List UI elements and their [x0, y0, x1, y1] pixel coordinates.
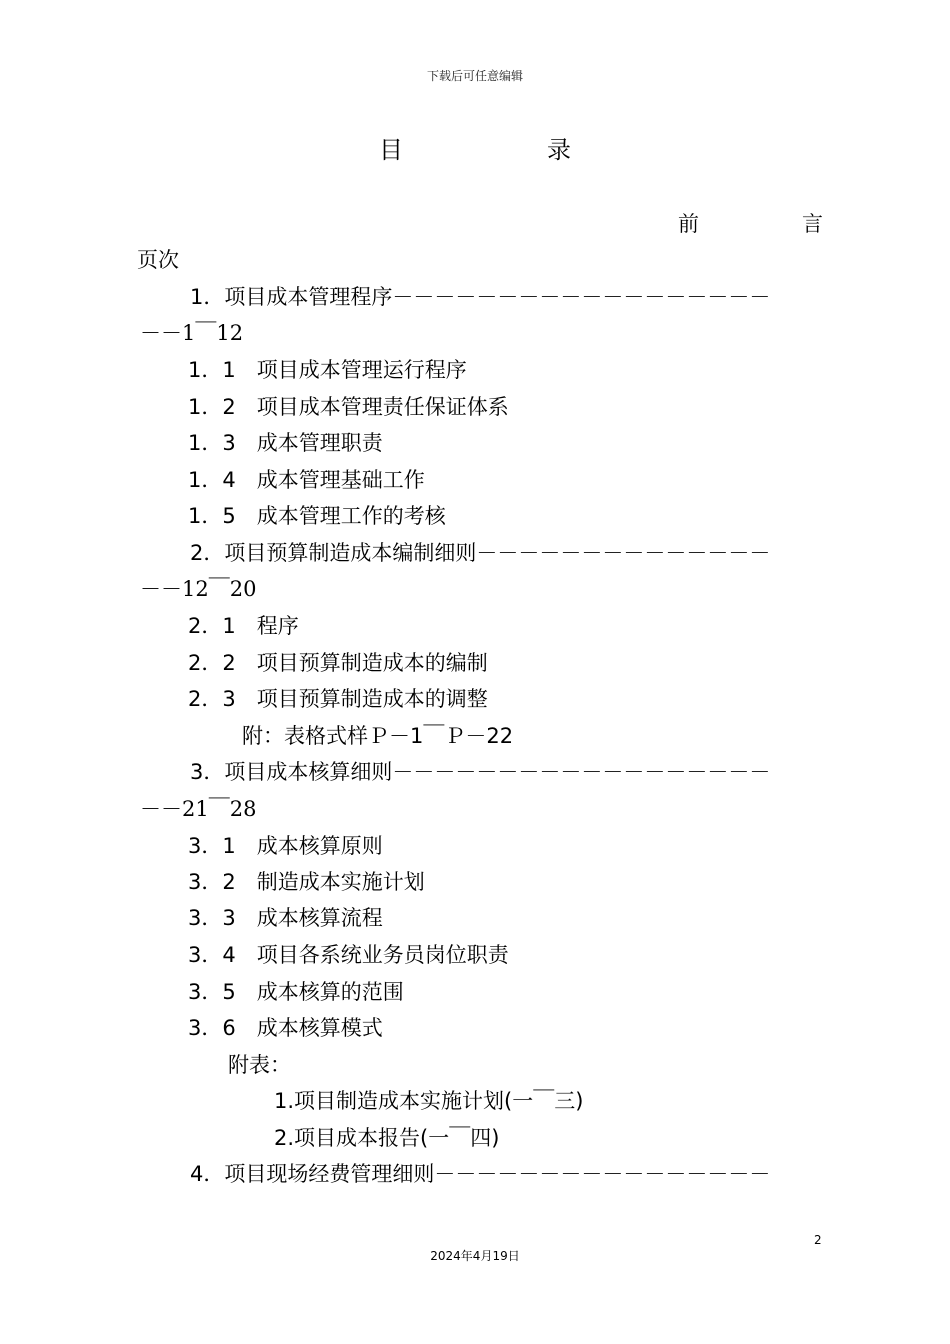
page-number: 2 [814, 1233, 822, 1247]
toc-section-2[interactable]: 2．项目预算制造成本编制细则－－－－－－－－－－－－－－ [190, 541, 771, 565]
preface-left-char: 前 [678, 212, 699, 236]
toc-item-2-2[interactable]: 2．2 项目预算制造成本的编制 [188, 651, 488, 675]
toc-section-3[interactable]: 3．项目成本核算细则－－－－－－－－－－－－－－－－－－ [190, 760, 771, 784]
toc-item-3-1[interactable]: 3．1 成本核算原则 [188, 834, 383, 858]
page-column-label: 页次 [137, 248, 179, 272]
toc-item-2-1[interactable]: 2．1 程序 [188, 614, 299, 638]
toc-item-3-5[interactable]: 3．5 成本核算的范围 [188, 980, 404, 1004]
toc-appendix-forms[interactable]: 附：表格式样Ｐ－1￣Ｐ－22 [242, 724, 514, 748]
toc-section-4[interactable]: 4．项目现场经费管理细则－－－－－－－－－－－－－－－－ [190, 1162, 771, 1186]
toc-item-1-3[interactable]: 1．3 成本管理职责 [188, 431, 383, 455]
page-header: 下载后可任意编辑 [426, 69, 523, 83]
toc-item-3-3[interactable]: 3．3 成本核算流程 [188, 906, 383, 930]
toc-item-3-2[interactable]: 3．2 制造成本实施计划 [188, 870, 425, 894]
toc-item-1-5[interactable]: 1．5 成本管理工作的考核 [188, 504, 446, 528]
toc-item-1-4[interactable]: 1．4 成本管理基础工作 [188, 468, 425, 492]
toc-item-2-3[interactable]: 2．3 项目预算制造成本的调整 [188, 687, 488, 711]
toc-appendix-table-1[interactable]: 1.项目制造成本实施计划(一￣三) [274, 1089, 584, 1113]
toc-section-3-pages: －－21￣28 [140, 797, 257, 821]
toc-appendix-tables-label: 附表： [228, 1053, 291, 1077]
preface-right-char: 言 [802, 212, 823, 236]
toc-item-3-4[interactable]: 3．4 项目各系统业务员岗位职责 [188, 943, 509, 967]
toc-item-3-6[interactable]: 3．6 成本核算模式 [188, 1016, 383, 1040]
toc-section-1-pages: －－1￣12 [140, 321, 244, 345]
toc-section-2-pages: －－12￣20 [140, 577, 257, 601]
document-title: 目 录 [379, 136, 631, 164]
toc-section-1[interactable]: 1．项目成本管理程序－－－－－－－－－－－－－－－－－－ [190, 285, 771, 309]
toc-appendix-table-2[interactable]: 2.项目成本报告(一￣四) [274, 1126, 500, 1150]
toc-item-1-2[interactable]: 1．2 项目成本管理责任保证体系 [188, 395, 509, 419]
page-footer-date: 2024年4月19日 [430, 1249, 520, 1263]
toc-item-1-1[interactable]: 1．1 项目成本管理运行程序 [188, 358, 467, 382]
